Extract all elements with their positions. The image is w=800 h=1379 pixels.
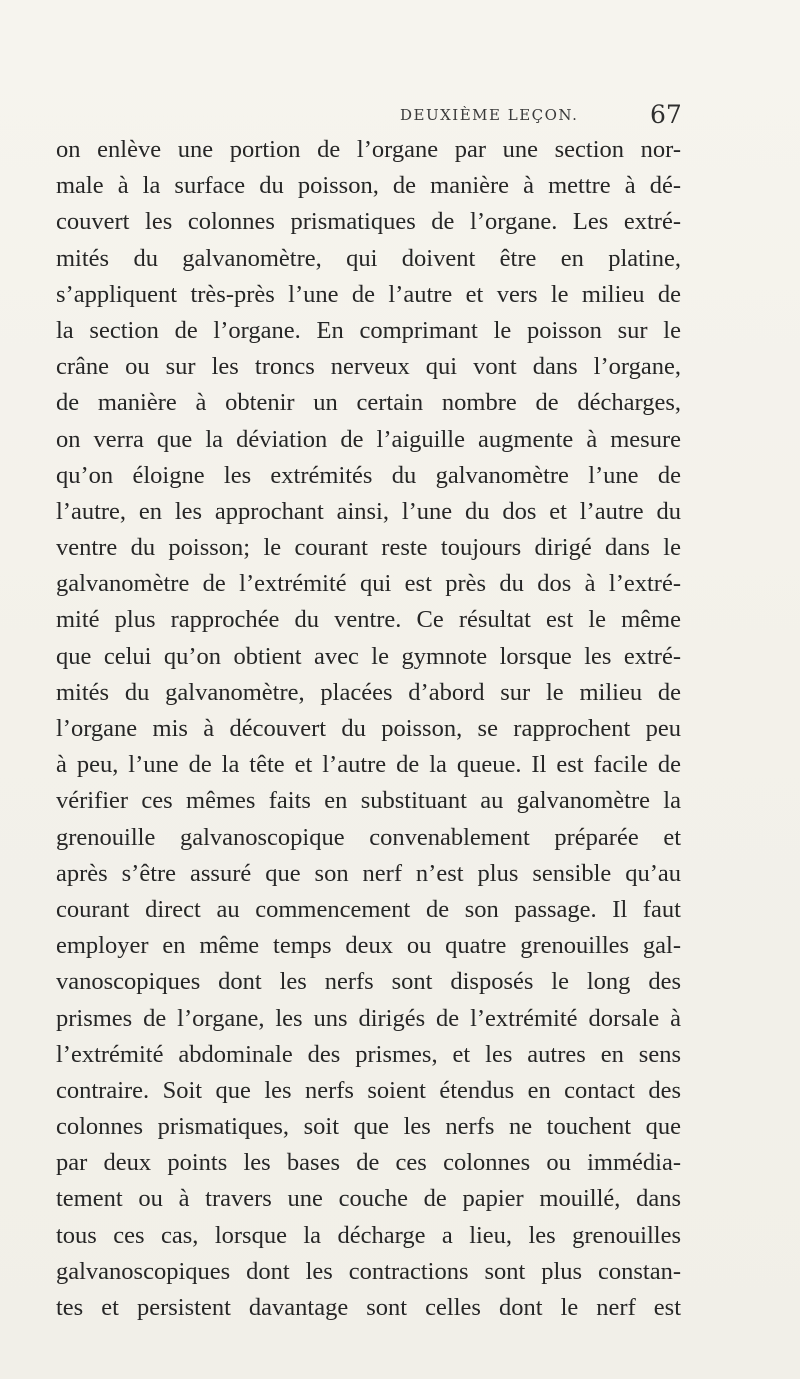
text-line: male à la surface du poisson, de manière à mettre à dé- bbox=[56, 172, 681, 200]
text-line: que celui qu’on obtient avec le gymnote lorsque les extré- bbox=[56, 642, 681, 670]
text-line: colonnes prismatiques, soit que les nerfs ne touchent que bbox=[56, 1113, 681, 1141]
text-line: mités du galvanomètre, placées d’abord sur le milieu de bbox=[56, 678, 681, 706]
text-line: la section de l’organe. En comprimant le poisson sur le bbox=[56, 316, 681, 344]
text-line: tous ces cas, lorsque la décharge a lieu, les grenouilles bbox=[56, 1221, 681, 1249]
text-line: mité plus rapprochée du ventre. Ce résultat est le même bbox=[56, 606, 681, 634]
text-line: par deux points les bases de ces colonnes ou immédia- bbox=[56, 1149, 681, 1177]
body-text bbox=[56, 132, 681, 1326]
page-number: 67 bbox=[650, 100, 682, 129]
text-line: couvert les colonnes prismatiques de l’organe. Les extré- bbox=[56, 208, 681, 236]
text-line: employer en même temps deux ou quatre grenouilles gal- bbox=[56, 932, 681, 960]
running-head: DEUXIÈME LEÇON. bbox=[400, 106, 579, 124]
text-line: mités du galvanomètre, qui doivent être en platine, bbox=[56, 244, 681, 272]
text-line: vanoscopiques dont les nerfs sont disposés le long des bbox=[56, 968, 681, 996]
text-line: tes et persistent davantage sont celles dont le nerf est bbox=[56, 1294, 681, 1321]
text-line: galvanomètre de l’extrémité qui est près du dos à l’extré- bbox=[56, 570, 681, 598]
text-line: après s’être assuré que son nerf n’est plus sensible qu’au bbox=[56, 859, 681, 887]
text-line: on verra que la déviation de l’aiguille augmente à mesure bbox=[56, 425, 681, 453]
text-line: tement ou à travers une couche de papier mouillé, dans bbox=[56, 1185, 681, 1213]
text-line: l’autre, en les approchant ainsi, l’une du dos et l’autre du bbox=[56, 497, 681, 525]
text-line: on enlève une portion de l’organe par une section nor- bbox=[56, 136, 681, 163]
text-line: ventre du poisson; le courant reste toujours dirigé dans le bbox=[56, 534, 681, 562]
text-line: l’extrémité abdominale des prismes, et les autres en sens bbox=[56, 1040, 681, 1068]
text-line: contraire. Soit que les nerfs soient étendus en contact des bbox=[56, 1076, 681, 1104]
text-line: de manière à obtenir un certain nombre de décharges, bbox=[56, 389, 681, 417]
text-line: l’organe mis à découvert du poisson, se rapprochent peu bbox=[56, 715, 681, 742]
text-line: crâne ou sur les troncs nerveux qui vont dans l’organe, bbox=[56, 353, 681, 381]
text-line: à peu, l’une de la tête et l’autre de la queue. Il est facile de bbox=[56, 751, 681, 779]
text-line: vérifier ces mêmes faits en substituant au galvanomètre la bbox=[56, 787, 681, 815]
text-line: galvanoscopiques dont les contractions sont plus constan- bbox=[56, 1257, 681, 1285]
text-line: qu’on éloigne les extrémités du galvanomètre l’une de bbox=[56, 461, 681, 489]
text-line: courant direct au commencement de son passage. Il faut bbox=[56, 895, 681, 923]
text-line: prismes de l’organe, les uns dirigés de l’extrémité dorsale à bbox=[56, 1004, 681, 1032]
text-line: s’appliquent très-près l’une de l’autre et vers le milieu de bbox=[56, 280, 681, 308]
page-header bbox=[0, 98, 800, 132]
text-line: grenouille galvanoscopique convenablement préparée et bbox=[56, 823, 681, 851]
